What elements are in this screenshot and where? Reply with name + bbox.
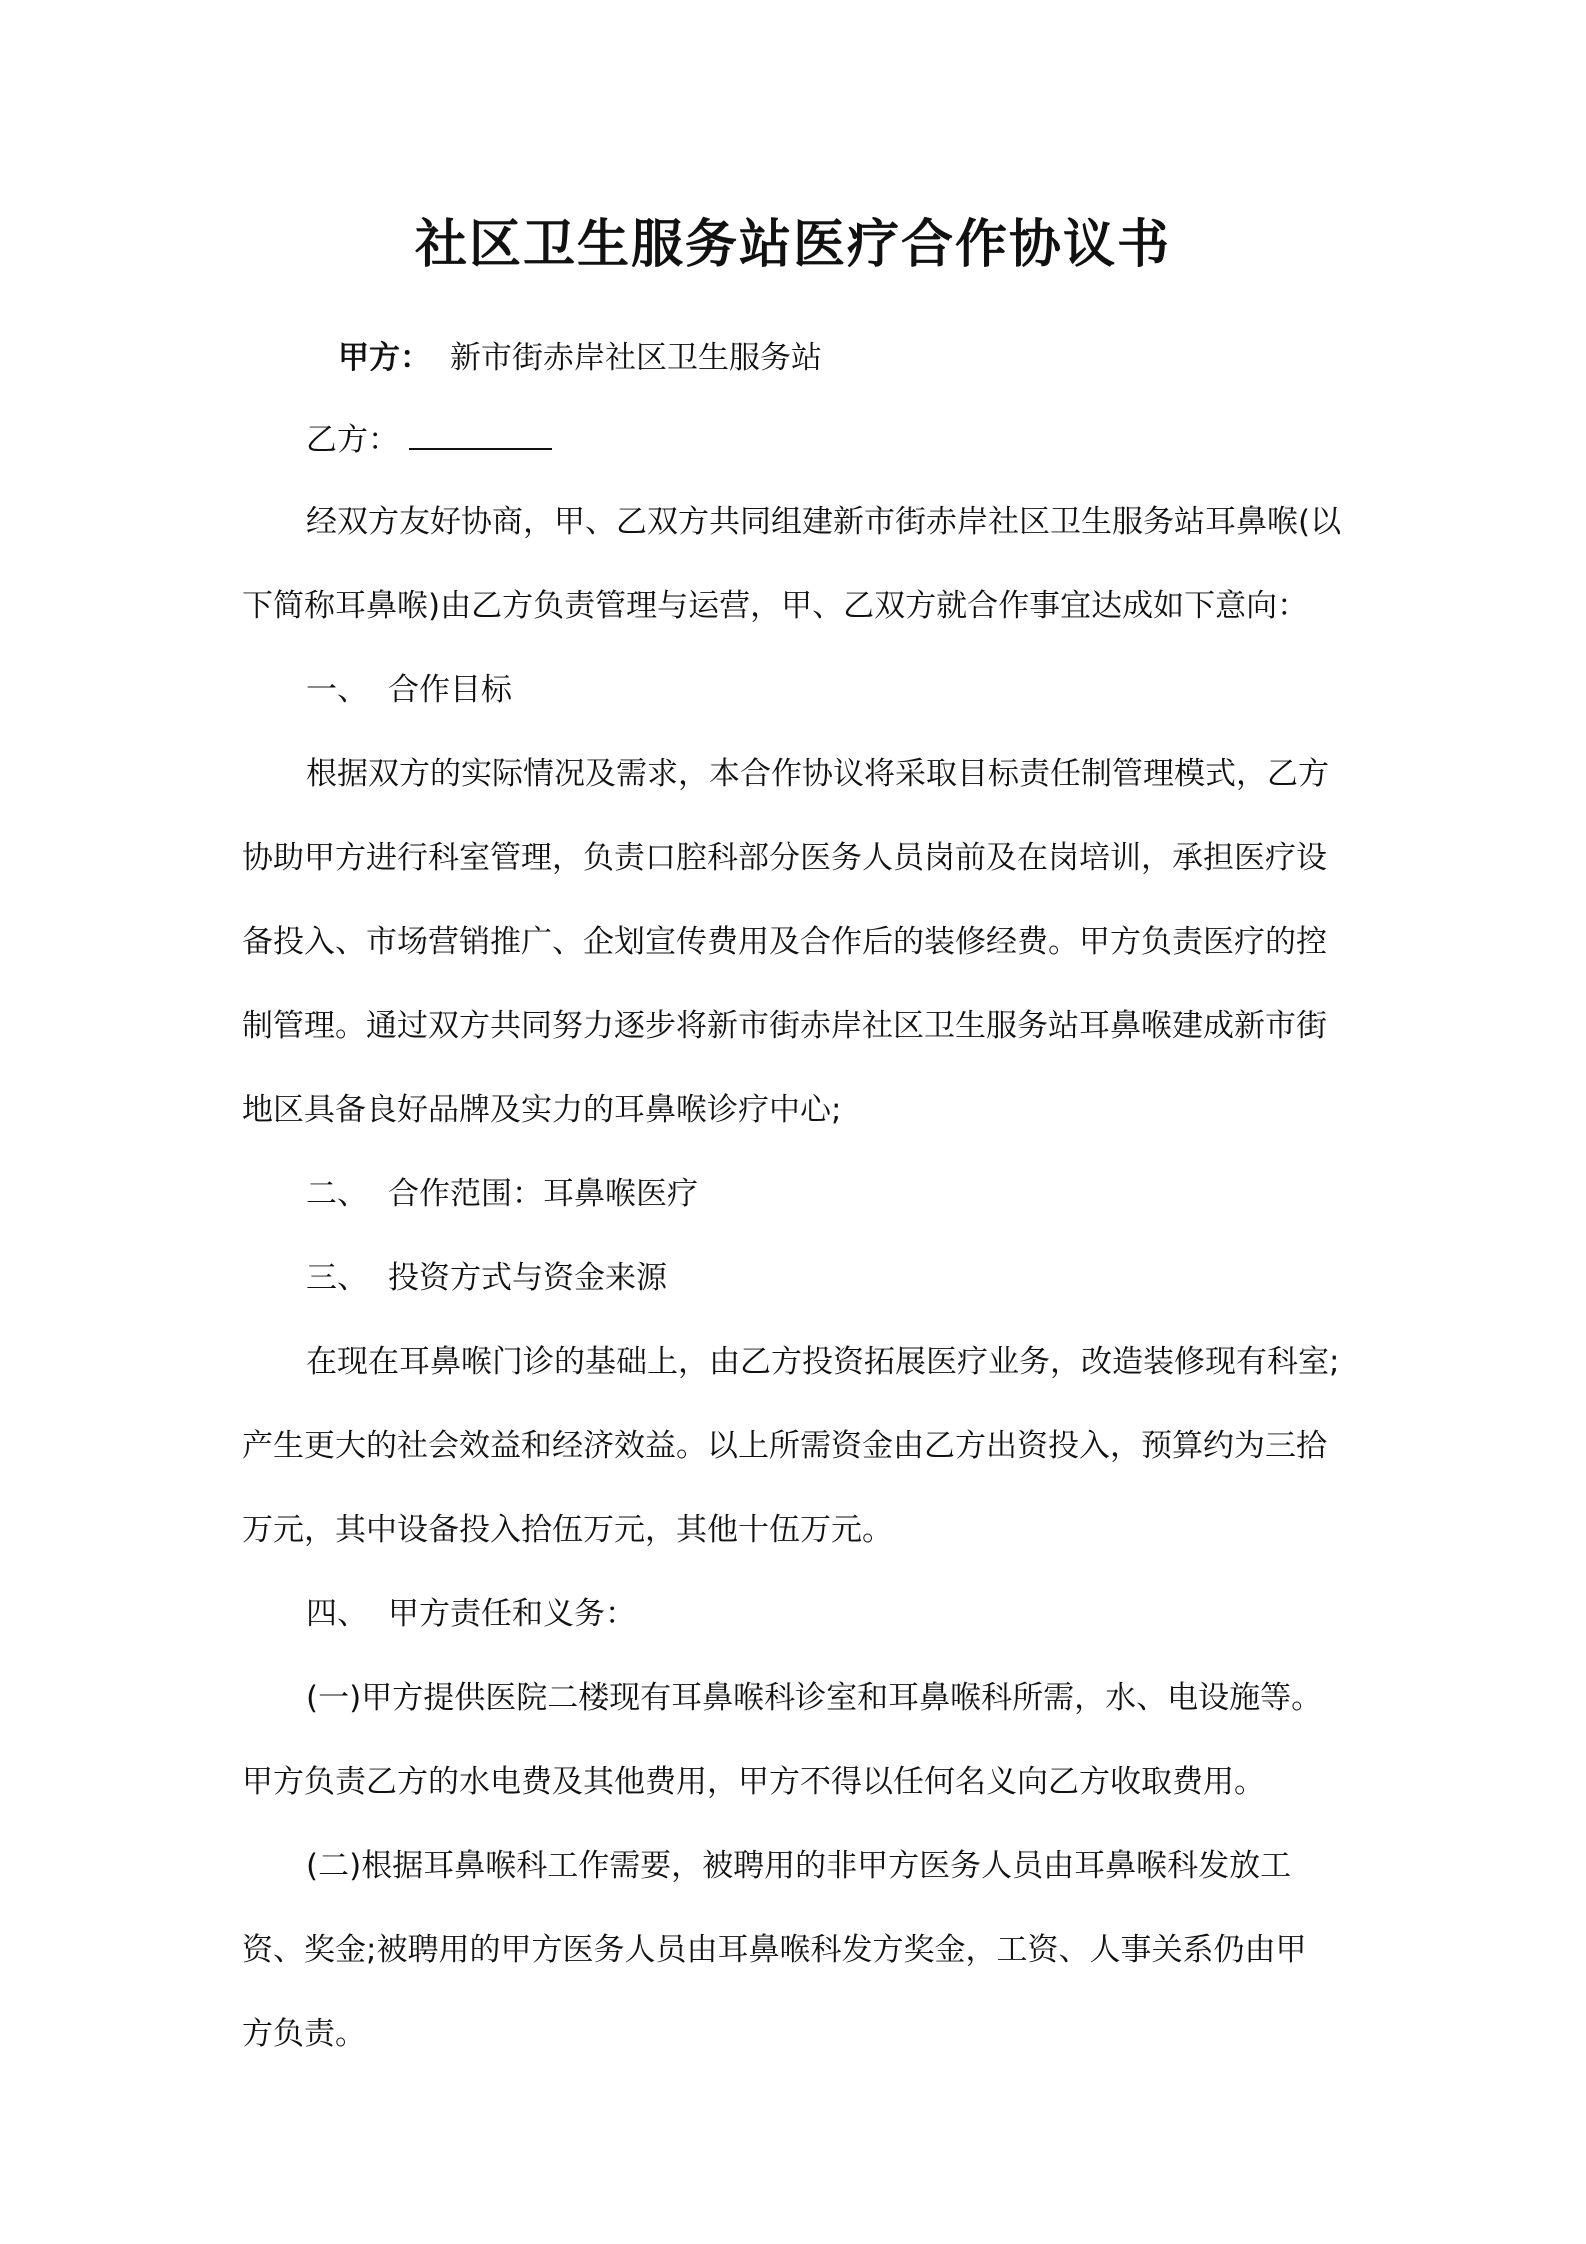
section-1-number: 一、	[306, 672, 368, 708]
section-2-title: 合作范围：耳鼻喉医疗	[388, 1176, 698, 1212]
section-1-line-1: 根据双方的实际情况及需求，本合作协议将采取目标责任制管理模式，乙方	[306, 756, 1329, 792]
section-3-line-1: 在现在耳鼻喉门诊的基础上，由乙方投资拓展医疗业务，改造装修现有科室;	[306, 1344, 1340, 1380]
party-b-blank	[409, 418, 552, 450]
party-a-label: 甲方：	[338, 340, 431, 376]
section-1-line-2: 协助甲方进行科室管理，负责口腔科部分医务人员岗前及在岗培训，承担医疗设	[242, 840, 1327, 876]
section-4-clause-2-line-1: (二)根据耳鼻喉科工作需要，被聘用的非甲方医务人员由耳鼻喉科发放工	[306, 1848, 1292, 1884]
section-4-clause-1-line-1: (一)甲方提供医院二楼现有耳鼻喉科诊室和耳鼻喉科所需，水、电设施等。	[306, 1680, 1323, 1716]
party-b-line	[306, 418, 552, 462]
section-1-line-3: 备投入、市场营销推广、企划宣传费用及合作后的装修经费。甲方负责医疗的控	[242, 924, 1327, 960]
intro-line-1: 经双方友好协商，甲、乙双方共同组建新市街赤岸社区卫生服务站耳鼻喉(以	[306, 504, 1342, 540]
intro-line-2: 下简称耳鼻喉)由乙方负责管理与运营，甲、乙双方就合作事宜达成如下意向：	[242, 588, 1309, 624]
section-1-line-5: 地区具备良好品牌及实力的耳鼻喉诊疗中心;	[242, 1092, 842, 1128]
section-1-line-4: 制管理。通过双方共同努力逐步将新市街赤岸社区卫生服务站耳鼻喉建成新市街	[242, 1008, 1327, 1044]
party-b-label: 乙方：	[306, 422, 399, 458]
section-4-title: 甲方责任和义务：	[388, 1596, 636, 1632]
section-1-title: 合作目标	[388, 672, 512, 708]
section-3-title: 投资方式与资金来源	[388, 1260, 667, 1296]
section-2-number: 二、	[306, 1176, 368, 1212]
section-3-line-3: 万元，其中设备投入拾伍万元，其他十伍万元。	[242, 1512, 893, 1548]
section-3-line-2: 产生更大的社会效益和经济效益。以上所需资金由乙方出资投入，预算约为三拾	[242, 1428, 1327, 1464]
section-4-clause-2-line-3: 方负责。	[242, 2016, 366, 2052]
document-title: 社区卫生服务站医疗合作协议书	[414, 215, 1171, 275]
party-a-name: 新市街赤岸社区卫生服务站	[450, 340, 822, 376]
section-4-clause-1-line-2: 甲方负责乙方的水电费及其他费用，甲方不得以任何名义向乙方收取费用。	[242, 1764, 1265, 1800]
section-4-clause-2-line-2: 资、奖金;被聘用的甲方医务人员由耳鼻喉科发方奖金，工资、人事关系仍由甲	[242, 1932, 1307, 1968]
section-4-number: 四、	[306, 1596, 368, 1632]
section-3-number: 三、	[306, 1260, 368, 1296]
